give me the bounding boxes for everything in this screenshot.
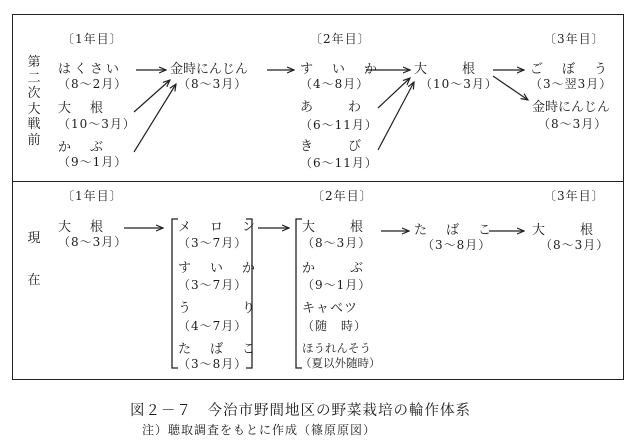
crop-name: た ば こ [178,342,259,357]
arrow-kibi-daikon [378,82,414,150]
crop-name: ほうれんそう [302,341,371,355]
crop-period: （夏以外随時） [300,356,381,370]
crop-name: 金時にんじん [170,62,249,77]
crop-name: 大 根 [58,101,107,116]
crop-period: （8～3月） [538,117,608,131]
crop-period: （6～11月） [300,156,378,170]
prewar-side-label: 第 二 次 大 戦 前 [27,55,41,148]
figure-note: 注）聴取調査をもとに作成（篠原原図） [142,423,377,437]
arrow-kabu-ninjin [134,84,176,152]
crop-period: （10～3月） [58,117,136,131]
crop-name: ご ぼ う [530,62,611,77]
crop-name: メ ロ ン [178,220,259,235]
crop-period: （9～1月） [302,278,372,292]
crop-period: （8～3月） [178,77,248,91]
crop-period: （随 時） [302,319,368,333]
prewar-year3-label: 〔3年目〕 [544,32,605,46]
crop-name: す い か [300,62,381,77]
crop-name: か ぶ [302,261,367,276]
crop-name: 金時にんじん [532,100,611,115]
crop-period: （4～8月） [300,77,370,91]
crop-name: た ば こ [414,223,495,238]
present-year1-label: 〔1年目〕 [62,189,123,203]
crop-period: （10～3月） [420,77,498,91]
crop-period: （3～8月） [178,357,248,371]
crop-period: （8～3月） [540,238,610,252]
crop-name: キャベツ [302,301,359,316]
crop-period: （3～8月） [422,238,492,252]
crop-name: す い か [178,261,259,276]
crop-name: 大 根 [58,220,107,235]
crop-name: う り [178,301,259,316]
crop-name: き び [300,139,365,154]
prewar-year1-label: 〔1年目〕 [62,32,123,46]
present-side-label: 現 在 [27,231,41,288]
crop-period: （9～1月） [58,155,128,169]
figure-caption: 図２－７ 今治市野間地区の野菜栽培の輪作体系 [130,403,471,419]
crop-name: はくさい [58,62,123,77]
crop-name: か ぶ [58,140,107,155]
crop-period: （8～3月） [302,236,372,250]
crop-name: あ わ [300,100,365,115]
arrow-awa-daikon [378,78,410,108]
arrow-daikon-ninjin2 [493,76,528,100]
crop-period: （8～2月） [58,77,128,91]
crop-name: 大 根 [414,62,479,77]
crop-period: （3～7月） [178,236,248,250]
crop-period: （4～7月） [178,319,248,333]
crop-name: 大 根 [302,220,367,235]
arrow-daikon-ninjin [134,80,170,112]
crop-period: （3～翌3月） [530,77,613,91]
prewar-year2-label: 〔2年目〕 [310,32,371,46]
present-year2-label: 〔2年目〕 [312,189,373,203]
present-year3-label: 〔3年目〕 [544,189,605,203]
crop-period: （6～11月） [300,118,378,132]
crop-period: （3～7月） [178,278,248,292]
crop-name: 大 根 [532,223,597,238]
crop-period: （8～3月） [58,235,128,249]
